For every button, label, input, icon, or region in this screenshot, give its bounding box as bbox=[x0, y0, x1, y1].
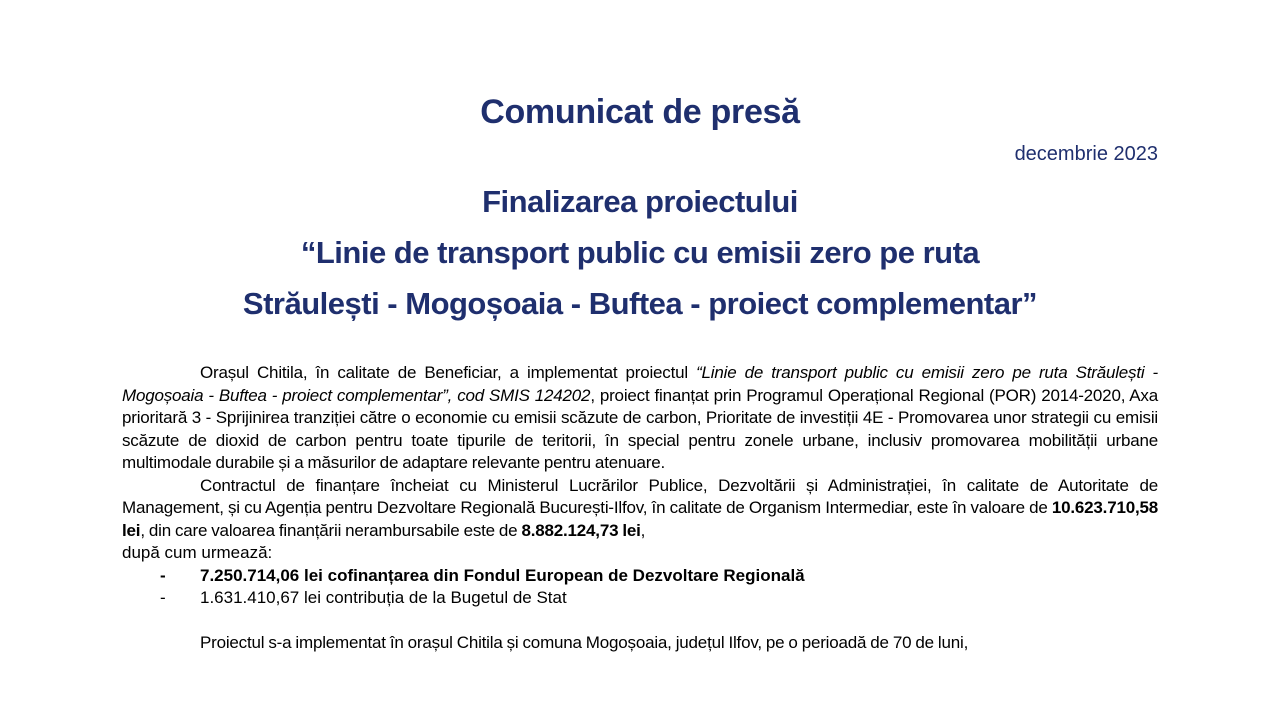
paragraph-intro-text: Orașul Chitila, în calitate de Beneficiar, a implementat proiectul bbox=[200, 363, 697, 382]
paragraph-rest-text: , proiect finanțat prin Programul Operațional Regional (POR) 2014-2020, Axa prioritară 3 - Sprijinirea tranziției către o economie cu emisii scăzute de carbon, Prioritate de investiții 4E - Promovarea unor strategii cu emisii scăzute de dioxid de carbon pentru toate tipurile de teritorii, în special pentru zonele urbane, inclusiv promovarea mobilității urbane multimodale durabile și a măsurilor de adaptare relevante pentru atenuare. bbox=[122, 385, 1158, 472]
blank-line bbox=[122, 610, 1158, 633]
document-body bbox=[122, 362, 1158, 655]
list-dash: - bbox=[160, 565, 166, 585]
financing-text-2: , din care valoarea finanțării nerambursabile este de bbox=[140, 520, 522, 540]
document-page bbox=[122, 0, 1158, 720]
financing-text-1: Contractul de finanțare încheiat cu Ministerul Lucrărilor Publice, Dezvoltării și Administrației, în calitate de Autoritate de Management, și cu Agenția pentru Dezvoltare Regională București-Ilfov, în calitate de Organism Intermediar, este în valoare de bbox=[122, 475, 1158, 517]
list-item-text: 1.631.410,67 lei contribuția de la Bugetul de Stat bbox=[200, 588, 567, 607]
financing-text-3: , bbox=[640, 520, 646, 540]
list-item bbox=[122, 587, 1158, 610]
subtitle-line: Finalizarea proiectului bbox=[482, 184, 798, 219]
document-date: decembrie 2023 bbox=[1014, 143, 1158, 165]
total-value: 10.623.710,58 lei bbox=[122, 498, 1158, 540]
list-dash: - bbox=[160, 588, 166, 607]
project-name: “Linie de transport public cu emisii zero pe ruta Străulești - Mogoșoaia - Buftea - proiect complementar”, cod SMIS 124202 bbox=[122, 363, 1159, 405]
document-title: Comunicat de presă bbox=[480, 93, 800, 131]
financing-breakdown-list bbox=[122, 565, 1158, 610]
list-item-text: 7.250.714,06 lei cofinanțarea din Fondul European de Dezvoltare Regională bbox=[200, 565, 805, 585]
paragraph-project-intro bbox=[122, 362, 1158, 475]
subtitle-line: “Linie de transport public cu emisii zero pe ruta bbox=[300, 235, 980, 270]
paragraph-financing bbox=[122, 475, 1158, 543]
subtitle-line: Străulești - Mogoșoaia - Buftea - proiect complementar” bbox=[242, 286, 1038, 321]
document-subtitle bbox=[122, 176, 1158, 329]
nonreimbursable-value: 8.882.124,73 lei bbox=[521, 520, 641, 540]
paragraph-implementation: Proiectul s-a implementat în orașul Chitila și comuna Mogoșoaia, județul Ilfov, pe o perioadă de 70 de luni, bbox=[200, 633, 969, 652]
list-item bbox=[122, 565, 1158, 588]
financing-last-line: după cum urmează: bbox=[122, 543, 273, 562]
